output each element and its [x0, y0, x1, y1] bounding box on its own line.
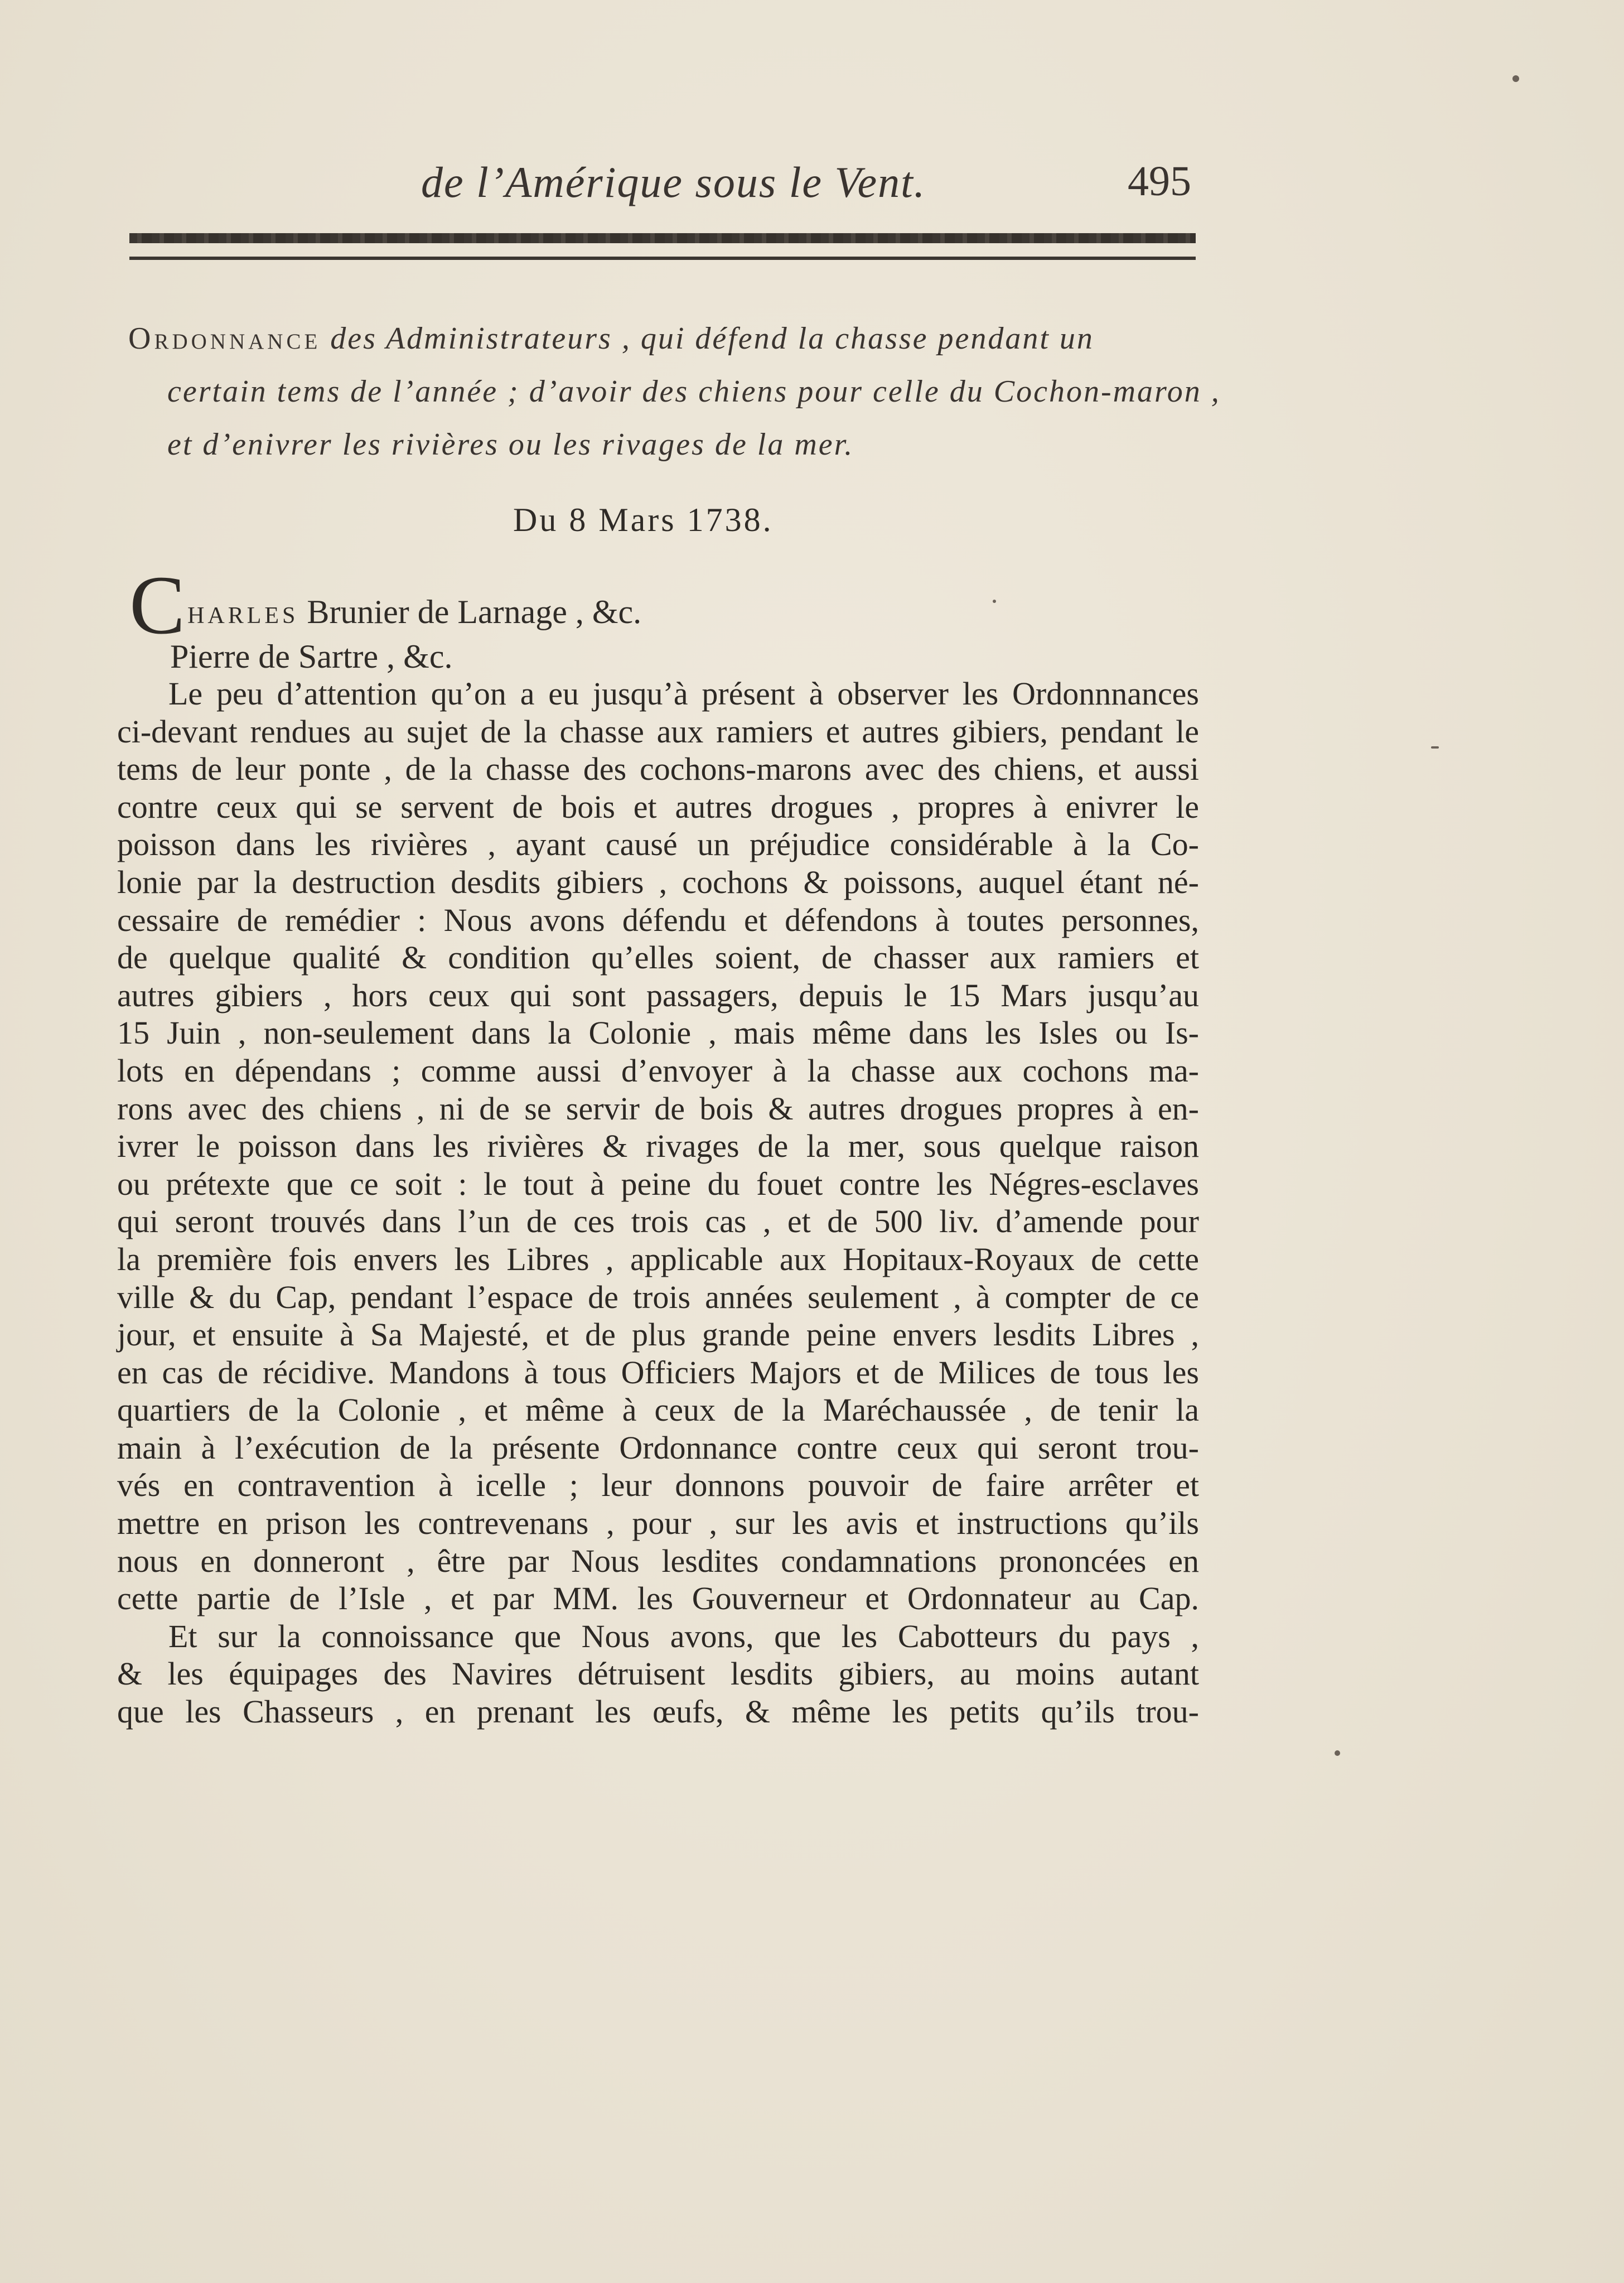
body-line: vés en contravention à icelle ; leur donnons pouvoir de faire arrêter et — [117, 1467, 1199, 1504]
header-rule-thick — [129, 233, 1196, 243]
drop-cap: C — [129, 559, 186, 651]
body-line: tems de leur ponte , de la chasse des cochons-marons avec des chiens, et aussi — [117, 751, 1199, 788]
paper-speck — [1431, 746, 1439, 749]
body-line: poisson dans les rivières , ayant causé un préjudice considérable à la Co- — [117, 826, 1199, 863]
body-line: 15 Juin , non-seulement dans la Colonie , mais même dans les Isles ou Is- — [117, 1015, 1199, 1051]
body-line: rons avec des chiens , ni de se servir de bois & autres drogues propres à en- — [117, 1090, 1199, 1127]
ordonnance-title-line-3: et d’enivrer les rivières ou les rivages de la mer. — [167, 427, 854, 462]
ordonnance-title-line-2: certain tems de l’année ; d’avoir des chiens pour celle du Cochon-maron , — [167, 374, 1221, 409]
body-line: Le peu d’attention qu’on a eu jusqu’à présent à observer les Ordonnnances — [168, 675, 1199, 712]
body-line: lots en dépendans ; comme aussi d’envoyer à la chasse aux cochons ma- — [117, 1052, 1199, 1089]
body-line: Et sur la connoissance que Nous avons, que les Cabotteurs du pays , — [168, 1618, 1199, 1654]
paper-speck — [1512, 75, 1519, 82]
body-line: lonie par la destruction desdits gibiers , cochons & poissons, auquel étant né- — [117, 863, 1199, 900]
body-line: nous en donneront , être par Nous lesdites condamnations prononcées en — [117, 1542, 1199, 1579]
body-line: ci-devant rendues au sujet de la chasse aux ramiers et autres gibiers, pendant le — [117, 713, 1199, 750]
body-line: de quelque qualité & condition qu’elles soient, de chasser aux ramiers et — [117, 939, 1199, 976]
ordonnance-title-lead: Ordonnance — [128, 321, 321, 356]
body-line: ville & du Cap, pendant l’espace de trois années seulement , à compter de ce — [117, 1278, 1199, 1315]
page-number: 495 — [1128, 158, 1191, 205]
body-line: ou prétexte que ce soit : le tout à peine du fouet contre les Négres-esclaves — [117, 1165, 1199, 1202]
body-line: ivrer le poisson dans les rivières & rivages de la mer, sous quelque raison — [117, 1128, 1199, 1165]
body-line: contre ceux qui se servent de bois et autres drogues , propres à enivrer le — [117, 788, 1199, 825]
body-line: main à l’exécution de la présente Ordonnance contre ceux qui seront trou- — [117, 1429, 1199, 1466]
body-line: mettre en prison les contrevenans , pour , sur les avis et instructions qu’ils — [117, 1505, 1199, 1542]
body-line: en cas de récidive. Mandons à tous Officiers Majors et de Milices de tous les — [117, 1354, 1199, 1391]
body-line: autres gibiers , hors ceux qui sont passagers, depuis le 15 Mars jusqu’au — [117, 977, 1199, 1013]
body-line: jour, et ensuite à Sa Majesté, et de plus grande peine envers lesdits Libres , — [117, 1316, 1199, 1353]
signatory-first-smallcaps: harles — [187, 593, 299, 630]
body-line: qui seront trouvés dans l’un de ces trois cas , et de 500 liv. d’amende pour — [117, 1203, 1199, 1240]
paper-speck — [993, 600, 996, 603]
body-line: que les Chasseurs , en prenant les œufs, & même les petits qu’ils trou- — [117, 1693, 1199, 1730]
ordonnance-title — [128, 312, 1221, 471]
ordonnance-date: Du 8 Mars 1738. — [513, 501, 774, 538]
body-line: cessaire de remédier : Nous avons défendu et défendons à toutes personnes, — [117, 901, 1199, 938]
body-line: & les équipages des Navires détruisent lesdits gibiers, au moins autant — [117, 1655, 1199, 1692]
signatory-first — [129, 559, 642, 651]
signatory-second: Pierre de Sartre , &c. — [170, 638, 453, 675]
ordonnance-title-line-1 — [128, 312, 1199, 365]
body-line: cette partie de l’Isle , et par MM. les Gouverneur et Ordonnateur au Cap. — [117, 1580, 1199, 1617]
body-text — [117, 675, 1199, 1731]
body-line: la première fois envers les Libres , applicable aux Hopitaux-Royaux de cette — [117, 1241, 1199, 1277]
running-header-title: de l’Amérique sous le Vent. — [421, 158, 926, 206]
header-rule-thin — [129, 257, 1196, 260]
body-line: quartiers de la Colonie , et même à ceux de la Maréchaussée , de tenir la — [117, 1392, 1199, 1428]
ordonnance-title-line-1-rest: des Administrateurs , qui défend la chasse pendant un — [321, 321, 1094, 356]
paper-speck — [1335, 1750, 1340, 1756]
signatory-first-rest: Brunier de Larnage , &c. — [298, 593, 642, 630]
